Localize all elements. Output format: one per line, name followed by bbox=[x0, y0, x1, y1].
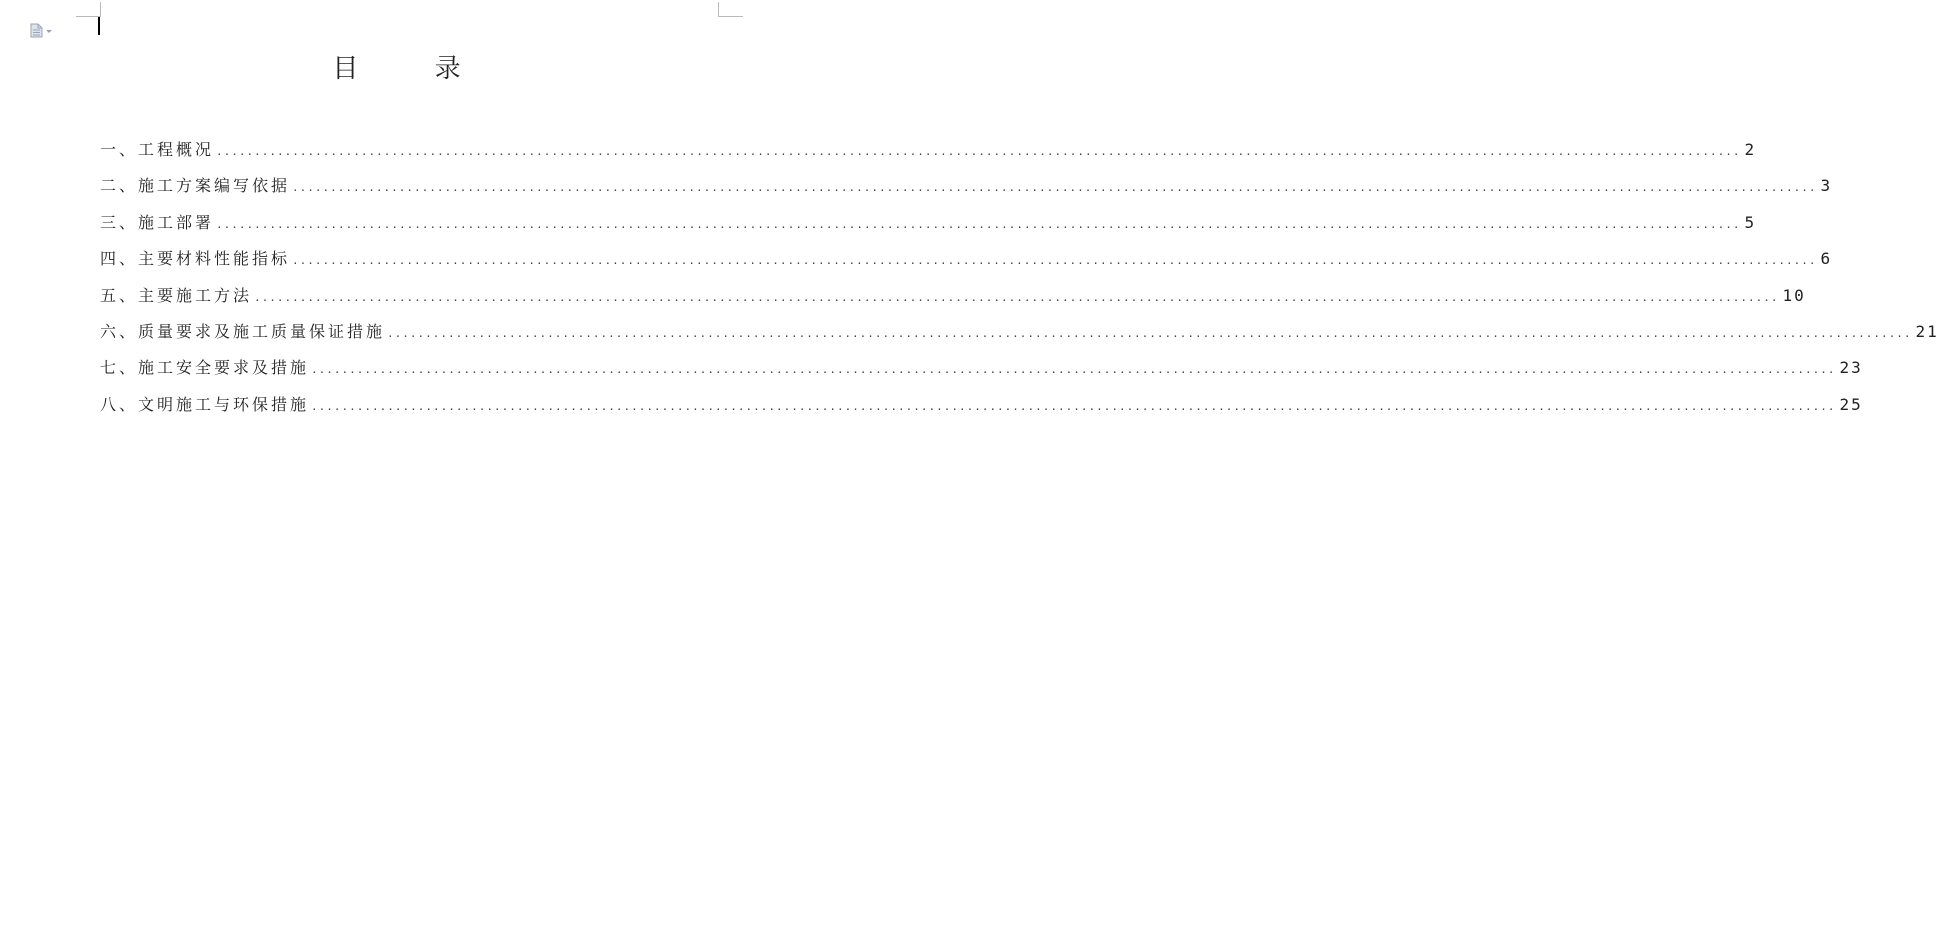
toc-entry-page: 5 bbox=[1744, 212, 1757, 232]
document-options-button[interactable] bbox=[30, 22, 56, 38]
toc-entry-page: 10 bbox=[1782, 285, 1806, 305]
toc-entry[interactable] bbox=[100, 137, 1757, 173]
text-cursor bbox=[98, 17, 100, 35]
toc-entry[interactable] bbox=[100, 173, 1833, 209]
toc-entry-label: 质量要求及施工质量保证措施 bbox=[138, 321, 386, 341]
toc-entry-number: 六、 bbox=[100, 321, 139, 341]
toc-entry-label: 施工安全要求及措施 bbox=[138, 358, 310, 378]
toc-entry-page: 23 bbox=[1839, 358, 1863, 378]
toc-dot-leader: ........................................................................................................................................................................................................ bbox=[311, 363, 1836, 377]
toc-entry-number: 四、 bbox=[100, 249, 139, 269]
toc-dot-leader: ........................................................................................................................................................................................................ bbox=[292, 254, 1817, 268]
toc-entry-page: 3 bbox=[1820, 176, 1833, 196]
toc-entry-page: 2 bbox=[1744, 140, 1757, 159]
chevron-down-icon bbox=[46, 30, 52, 33]
toc-entry-number: 八、 bbox=[100, 394, 139, 414]
toc-dot-leader: ........................................................................................................................................................................................................ bbox=[216, 145, 1741, 158]
toc-dot-leader: ........................................................................................................................................................................................................ bbox=[311, 399, 1836, 413]
crop-mark-top-right bbox=[718, 2, 743, 17]
toc-entry[interactable] bbox=[100, 392, 1863, 428]
toc-entry-label: 主要材料性能指标 bbox=[138, 249, 291, 269]
toc-dot-leader: ........................................................................................................................................................................................................ bbox=[292, 181, 1817, 195]
toc-entry-number: 一、 bbox=[100, 140, 139, 159]
toc-entry[interactable] bbox=[100, 246, 1833, 282]
toc-entry-label: 主要施工方法 bbox=[138, 285, 253, 305]
toc-entry[interactable] bbox=[100, 210, 1757, 246]
toc-entry-label: 工程概况 bbox=[138, 140, 215, 159]
toc-entry-label: 施工部署 bbox=[138, 212, 215, 232]
crop-mark-top-left bbox=[76, 2, 101, 17]
toc-entry-label: 文明施工与环保措施 bbox=[138, 394, 310, 414]
toc-entry-number: 五、 bbox=[100, 285, 139, 305]
toc-entry-number: 三、 bbox=[100, 212, 139, 232]
toc-entry[interactable] bbox=[100, 319, 1939, 355]
toc-entry-number: 七、 bbox=[100, 358, 139, 378]
document-icon bbox=[30, 23, 43, 38]
toc-dot-leader: ........................................................................................................................................................................................................ bbox=[387, 326, 1912, 340]
toc-dot-leader: ........................................................................................................................................................................................................ bbox=[216, 217, 1741, 231]
toc-entry[interactable] bbox=[100, 283, 1806, 319]
toc-entry[interactable] bbox=[100, 355, 1863, 391]
toc-dot-leader: ........................................................................................................................................................................................................ bbox=[254, 290, 1779, 304]
toc-title: 目 录 bbox=[332, 54, 495, 84]
toc-entry-label: 施工方案编写依据 bbox=[138, 176, 291, 196]
table-of-contents bbox=[100, 137, 1939, 428]
toc-entry-page: 25 bbox=[1839, 394, 1863, 414]
toc-entry-page: 6 bbox=[1820, 249, 1833, 269]
toc-entry-page: 21 bbox=[1915, 321, 1939, 341]
toc-entry-number: 二、 bbox=[100, 176, 139, 196]
